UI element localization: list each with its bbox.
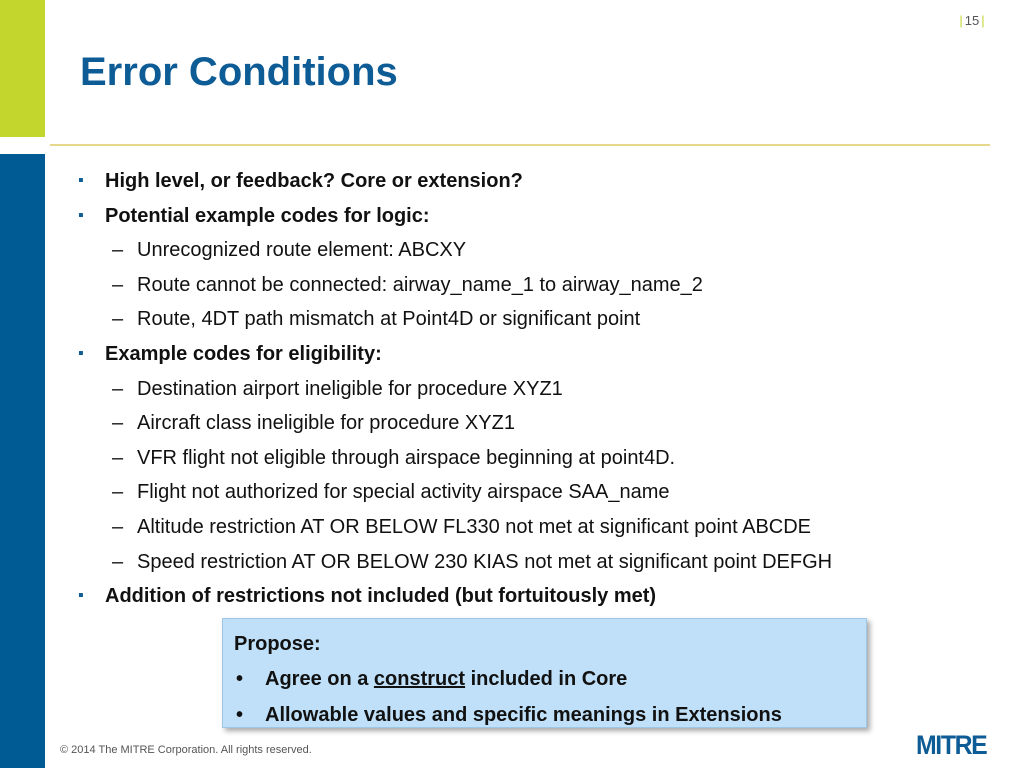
callout-title: Propose: — [234, 633, 321, 655]
sub-bullet-item — [78, 372, 998, 407]
title-divider — [50, 144, 990, 146]
page-number-separator-right: | — [981, 13, 985, 28]
dash-bullet-icon: – — [112, 515, 124, 538]
dash-bullet-icon: – — [112, 446, 124, 469]
sub-bullet-item — [78, 233, 998, 268]
sub-bullet-item — [78, 302, 998, 337]
sub-bullet-item — [78, 545, 998, 580]
callout-item — [234, 697, 866, 733]
sub-bullet-text: Destination airport ineligible for procedure XYZ1 — [137, 377, 563, 400]
dash-bullet-icon: – — [112, 412, 124, 435]
sub-bullet-text: VFR flight not eligible through airspace beginning at point4D. — [137, 446, 676, 469]
sub-bullet-text: Aircraft class ineligible for procedure XYZ1 — [137, 412, 515, 435]
sub-bullet-item — [78, 475, 998, 510]
square-bullet-icon: ▪ — [78, 587, 84, 605]
accent-bar-blue — [0, 154, 45, 768]
sub-bullet-text: Speed restriction AT OR BELOW 230 KIAS not met at significant point DEFGH — [137, 550, 833, 573]
page-number — [950, 13, 994, 28]
bullet-item — [78, 337, 998, 372]
dash-bullet-icon: – — [112, 308, 124, 331]
bullet-item — [78, 164, 998, 199]
bullet-item — [78, 579, 998, 614]
callout-text-before: Agree on a — [265, 668, 374, 690]
dash-bullet-icon: – — [112, 239, 124, 262]
bullet-item — [78, 199, 998, 234]
sub-bullet-item — [78, 510, 998, 545]
dash-bullet-icon: – — [112, 377, 124, 400]
callout-text: Allowable values and specific meanings in Extensions — [265, 704, 782, 726]
bullet-text: Addition of restrictions not included (but fortuitously met) — [105, 585, 657, 608]
logo-text: MITRE — [916, 730, 987, 758]
dot-bullet-icon: • — [236, 704, 244, 726]
square-bullet-icon: ▪ — [78, 344, 84, 362]
sub-bullet-text: Route cannot be connected: airway_name_1 to airway_name_2 — [137, 273, 703, 296]
callout-text-after: included in Core — [465, 668, 628, 690]
square-bullet-icon: ▪ — [78, 172, 84, 189]
sub-bullet-item — [78, 441, 998, 476]
mitre-logo — [916, 730, 991, 758]
dash-bullet-icon: – — [112, 550, 124, 573]
propose-callout-box — [222, 618, 867, 728]
accent-bar-green — [0, 0, 45, 137]
sub-bullet-text: Flight not authorized for special activity airspace SAA_name — [137, 481, 670, 504]
sub-bullet-text: Unrecognized route element: ABCXY — [137, 239, 467, 262]
bullet-text: Example codes for eligibility: — [105, 342, 382, 365]
dot-bullet-icon: • — [236, 668, 244, 690]
sub-bullet-item — [78, 406, 998, 441]
slide-title: Error Conditions — [80, 50, 398, 94]
sub-bullet-text: Route, 4DT path mismatch at Point4D or significant point — [137, 308, 641, 331]
page-number-value: 15 — [964, 13, 980, 28]
sub-bullet-text: Altitude restriction AT OR BELOW FL330 not met at significant point ABCDE — [137, 515, 812, 538]
bullet-text: High level, or feedback? Core or extension? — [105, 170, 523, 192]
square-bullet-icon: ▪ — [78, 206, 84, 224]
dash-bullet-icon: – — [112, 481, 124, 504]
dash-bullet-icon: – — [112, 273, 124, 296]
callout-underlined-word: construct — [373, 668, 466, 690]
bullet-list — [78, 164, 998, 614]
bullet-text: Potential example codes for logic: — [105, 204, 430, 227]
page-number-separator-left: | — [959, 13, 963, 28]
copyright-notice: © 2014 The MITRE Corporation. All rights reserved. — [60, 744, 312, 756]
callout-item — [234, 661, 866, 697]
sub-bullet-item — [78, 268, 998, 303]
